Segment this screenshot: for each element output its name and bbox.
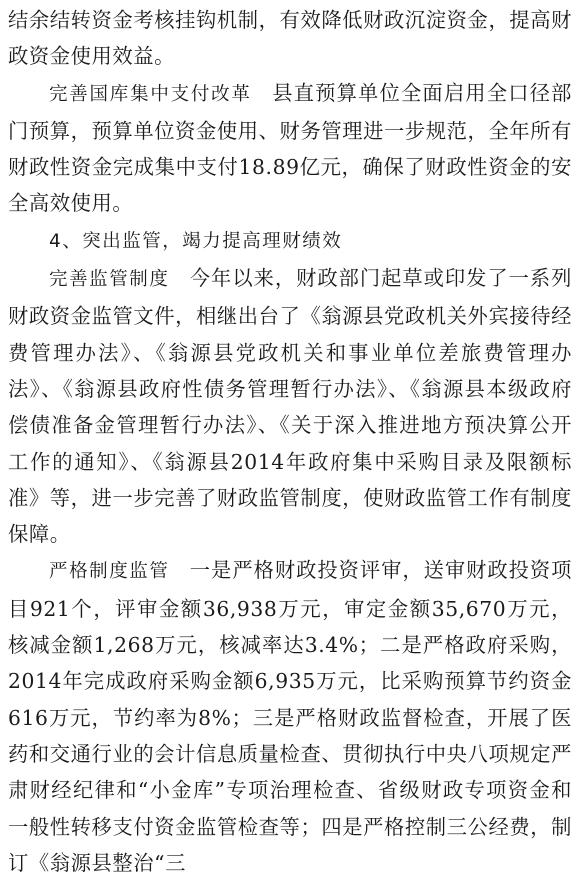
section-heading xyxy=(8,222,572,260)
paragraph-lead-title: 完善监管制度 xyxy=(49,269,170,291)
paragraph-lead-title: 严格制度监管 xyxy=(49,561,170,583)
paragraph-strict-supervision xyxy=(8,552,572,881)
paragraph-text: 一是严格财政投资评审，送审财政投资项目921个，评审金额36,938万元，审定金额35,670万元，核减金额1,268万元，核减率达3.4%；二是严格政府采购，2014年完成政府采购金额6,935万元，比采购预算节约资金616万元，节约率为8%；三是严格财政监督检查，开展了医药和交通行业的会计信息质量检查、贯彻执行中央八项规定严肃财经纪律和“小金库”专项治理检查、省级财政专项资金和一般性转移支付资金监管检查等；四是严格控制三公经费，制订《翁源县整治“三 xyxy=(8,558,572,875)
document-page xyxy=(8,2,572,881)
paragraph-text: 县直预算单位全面启用全口径部门预算，预算单位资金使用、财务管理进一步规范，全年所有财政性资金完成集中支付18.89亿元，确保了财政性资金的安全高效使用。 xyxy=(8,80,572,216)
paragraph-text: 今年以来，财政部门起草或印发了一系列财政资金监管文件，相继出台了《翁源县党政机关外宾接待经费管理办法》、《翁源县党政机关和事业单位差旅费管理办法》、《翁源县政府性债务管理暂行办法》、《翁源县本级政府偿债准备金管理暂行办法》、《关于深入推进地方预决算公开工作的通知》、《翁源县2014年政府集中采购目录及限额标准》等，进一步完善了财政监管制度，使财政监管工作有制度保障。 xyxy=(8,266,572,547)
paragraph-supervision-system xyxy=(8,260,572,552)
paragraph-lead-title: 完善国库集中支付改革 xyxy=(49,83,252,105)
paragraph-text: 结余结转资金考核挂钩机制，有效降低财政沉淀资金，提高财政资金使用效益。 xyxy=(8,8,572,69)
paragraph-continuation xyxy=(8,2,572,75)
paragraph-treasury-reform xyxy=(8,75,572,222)
section-heading-text: 4、突出监管，竭力提高理财绩效 xyxy=(49,230,343,252)
